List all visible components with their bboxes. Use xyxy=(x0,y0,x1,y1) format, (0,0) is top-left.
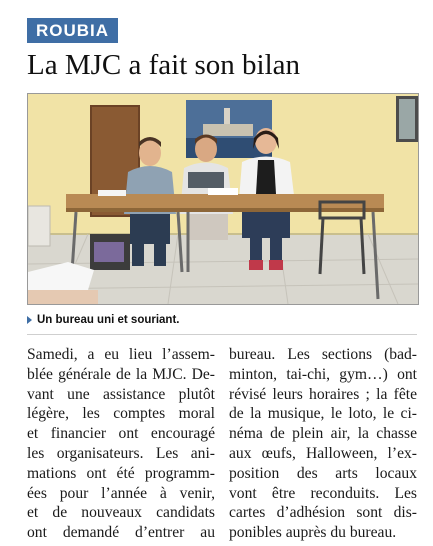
article-line: ponibles auprès du bureau. xyxy=(229,524,397,542)
article-line: révisé leurs horaires ; la fête xyxy=(229,385,417,403)
photo-caption xyxy=(27,314,179,326)
article-column-right xyxy=(229,345,417,543)
article-column-left xyxy=(27,345,215,543)
article-line: blée générale de la MJC. De- xyxy=(27,365,215,383)
headline: La MJC a fait son bilan xyxy=(27,49,301,81)
article-line: ont demandé d’entrer au xyxy=(27,524,215,542)
article-photo xyxy=(27,93,419,305)
article-line: aux œufs, Halloween, l’ex- xyxy=(229,444,417,462)
article-line: position des arts locaux xyxy=(229,464,417,482)
article-line: cartes d’adhésion sont dis- xyxy=(229,504,417,522)
divider xyxy=(27,334,417,335)
article-line: bureau. Les sections (bad- xyxy=(229,346,417,363)
article-line: mations ont été programm- xyxy=(27,464,215,482)
article-line: vont être reconduits. Les xyxy=(229,484,417,502)
article-line: ées pour l’année à venir, xyxy=(27,484,215,502)
article-line: vant une assistance plutôt xyxy=(27,385,215,403)
caption-marker-icon xyxy=(27,316,32,324)
article-line: minton, tai-chi, gym…) ont xyxy=(229,365,417,383)
article-line: et financier ont encouragé xyxy=(27,425,215,443)
article-line: légère, les comptes moral xyxy=(27,405,215,423)
article-line: et de nouveaux candidats xyxy=(27,504,215,522)
article-line: Samedi, a eu lieu l’assem- xyxy=(27,346,215,363)
section-tag: ROUBIA xyxy=(27,18,118,43)
photo-caption-text: Un bureau uni et souriant. xyxy=(37,314,180,326)
article-line: les organisateurs. Les ani- xyxy=(27,444,215,462)
article-line: néma de plein air, la chasse xyxy=(229,425,417,443)
article-line: de la musique, le loto, le ci- xyxy=(229,405,417,423)
